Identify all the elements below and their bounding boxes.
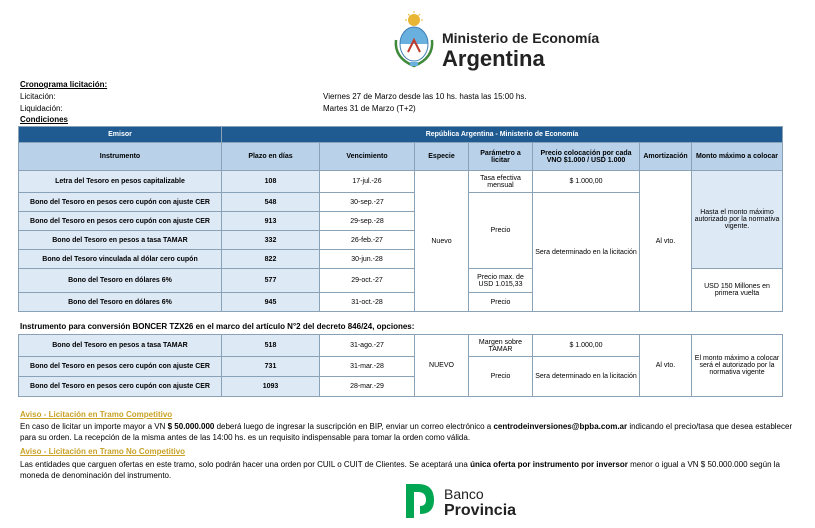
bank-name: Banco: [444, 486, 484, 502]
condiciones-label: Condiciones: [20, 115, 69, 124]
aviso-email: centrodeinversiones@bpba.com.ar: [493, 422, 628, 431]
aviso-amount: $ 50.000.000: [167, 422, 215, 431]
row-vencimiento: 29-oct.-27: [320, 269, 415, 293]
row-plazo: 822: [222, 250, 320, 269]
monto-max: El monto máximo a colocar será el autorizado por la normativa vigente: [692, 335, 783, 397]
coat-of-arms-icon: [392, 10, 436, 70]
aviso-no-competitivo-text: [20, 459, 795, 481]
row-plazo: 731: [222, 357, 320, 377]
bank-logo: [400, 480, 440, 520]
amortizacion-cell: Al vto.: [640, 171, 692, 312]
monto-max-usd: USD 150 Millones en primera vuelta: [692, 269, 783, 312]
aviso-no-competitivo-title: Aviso - Licitación en Tramo No Competitivo: [20, 447, 186, 456]
row-plazo: 913: [222, 212, 320, 231]
parametro-precio: Precio: [469, 193, 533, 269]
monto-max-pesos: Hasta el monto máximo autorizado por la normativa vigente.: [692, 171, 783, 269]
especie-cell: Nuevo: [415, 171, 469, 312]
parametro-precio: Precio: [469, 357, 533, 397]
precio-fijo: $ 1.000,00: [533, 171, 640, 193]
row-plazo: 548: [222, 193, 320, 212]
header-plazo: Plazo en días: [222, 143, 320, 171]
conversion-table: [18, 334, 783, 397]
conversion-title: Instrumento para conversión BONCER TZX26 en el marco del artículo N°2 del decreto 846/24, opciones:: [20, 322, 415, 331]
row-vencimiento: 17-jul.-26: [320, 171, 415, 193]
especie-cell: NUEVO: [415, 335, 469, 397]
header-especie: Especie: [415, 143, 469, 171]
row-plazo: 1093: [222, 377, 320, 397]
row-vencimiento: 30-jun.-28: [320, 250, 415, 269]
aviso-competitivo-text: [20, 421, 795, 443]
precio-determinado: Sera determinado en la licitación: [533, 357, 640, 397]
aviso-text-part: En caso de licitar un importe mayor a VN: [20, 422, 168, 431]
row-vencimiento: 31-mar.-28: [320, 357, 415, 377]
row-instrumento: Bono del Tesoro en pesos a tasa TAMAR: [19, 231, 222, 250]
emisor-label: Emisor: [19, 127, 222, 143]
header-vencimiento: Vencimiento: [320, 143, 415, 171]
header-precio-colocacion: Precio colocación por cada VNO $1.000 / USD 1.000: [533, 143, 640, 171]
header-amortizacion: Amortización: [640, 143, 692, 171]
amortizacion-cell: Al vto.: [640, 335, 692, 397]
row-plazo: 945: [222, 293, 320, 312]
cronograma-label: Cronograma licitación:: [20, 80, 108, 89]
row-vencimiento: 26-feb.-27: [320, 231, 415, 250]
bank-name-bold: Provincia: [444, 502, 517, 519]
row-instrumento: Bono del Tesoro en pesos cero cupón con ajuste CER: [19, 212, 222, 231]
aviso-text-part: menor o igual a VN $ 50.000.000 según la moneda de denominación del instrumento.: [20, 460, 780, 480]
parametro-precio-2: Precio: [469, 293, 533, 312]
precio-determinado: Sera determinado en la licitación: [533, 193, 640, 312]
aviso-text-part: Las entidades que carguen ofertas en este tramo, solo podrán hacer una orden por CUIL o CUIT de Clientes. Se aceptará una: [20, 460, 471, 469]
aviso-text-part: indicando el precio/tasa que desea establecer para su orden. La recepción de la misma antes de las 14:00 hs. es un requisito indispensable para tomar la orden como válida.: [20, 422, 793, 442]
row-vencimiento: 28-mar.-29: [320, 377, 415, 397]
row-plazo: 108: [222, 171, 320, 193]
row-instrumento: Bono del Tesoro en pesos cero cupón con ajuste CER: [19, 357, 222, 377]
precio-fijo: $ 1.000,00: [533, 335, 640, 357]
emisor-value: República Argentina - Ministerio de Economía: [222, 127, 783, 143]
row-instrumento: Bono del Tesoro en dólares 6%: [19, 293, 222, 312]
aviso-highlight: única oferta por instrumento por inversor: [470, 460, 628, 469]
liquidacion-label: Liquidación:: [20, 104, 63, 113]
row-instrumento: Bono del Tesoro en pesos cero cupón con ajuste CER: [19, 377, 222, 397]
row-plazo: 518: [222, 335, 320, 357]
liquidacion-value: Martes 31 de Marzo (T+2): [323, 104, 416, 113]
row-instrumento: Bono del Tesoro en pesos cero cupón con ajuste CER: [19, 193, 222, 212]
bank-provincia-icon: [400, 480, 440, 520]
header-parametro: Parámetro a licitar: [469, 143, 533, 171]
parametro-precio-max: Precio max. de USD 1.015,33: [469, 269, 533, 293]
header-instrumento: Instrumento: [19, 143, 222, 171]
row-vencimiento: 31-oct.-28: [320, 293, 415, 312]
row-instrumento: Bono del Tesoro en pesos a tasa TAMAR: [19, 335, 222, 357]
licitacion-label: Licitación:: [20, 92, 56, 101]
parametro-margen: Margen sobre TAMAR: [469, 335, 533, 357]
ministry-country: Argentina: [442, 46, 545, 71]
aviso-competitivo-title: Aviso - Licitación en Tramo Competitivo: [20, 410, 173, 419]
ministry-logo: [392, 10, 436, 70]
row-vencimiento: 31-ago.-27: [320, 335, 415, 357]
licitacion-value: Viernes 27 de Marzo desde las 10 hs. hasta las 15:00 hs.: [323, 92, 527, 101]
row-vencimiento: 29-sep.-28: [320, 212, 415, 231]
row-instrumento: Letra del Tesoro en pesos capitalizable: [19, 171, 222, 193]
row-plazo: 577: [222, 269, 320, 293]
row-instrumento: Bono del Tesoro en dólares 6%: [19, 269, 222, 293]
parametro-tasa: Tasa efectiva mensual: [469, 171, 533, 193]
row-plazo: 332: [222, 231, 320, 250]
aviso-text-part: deberá luego de ingresar la suscripción en BIP, enviar un correo electrónico a: [214, 422, 494, 431]
row-vencimiento: 30-sep.-27: [320, 193, 415, 212]
header-monto-maximo: Monto máximo a colocar: [692, 143, 783, 171]
conditions-table: [18, 126, 783, 312]
ministry-name: Ministerio de Economía: [442, 30, 600, 46]
row-instrumento: Bono del Tesoro vinculada al dólar cero cupón: [19, 250, 222, 269]
